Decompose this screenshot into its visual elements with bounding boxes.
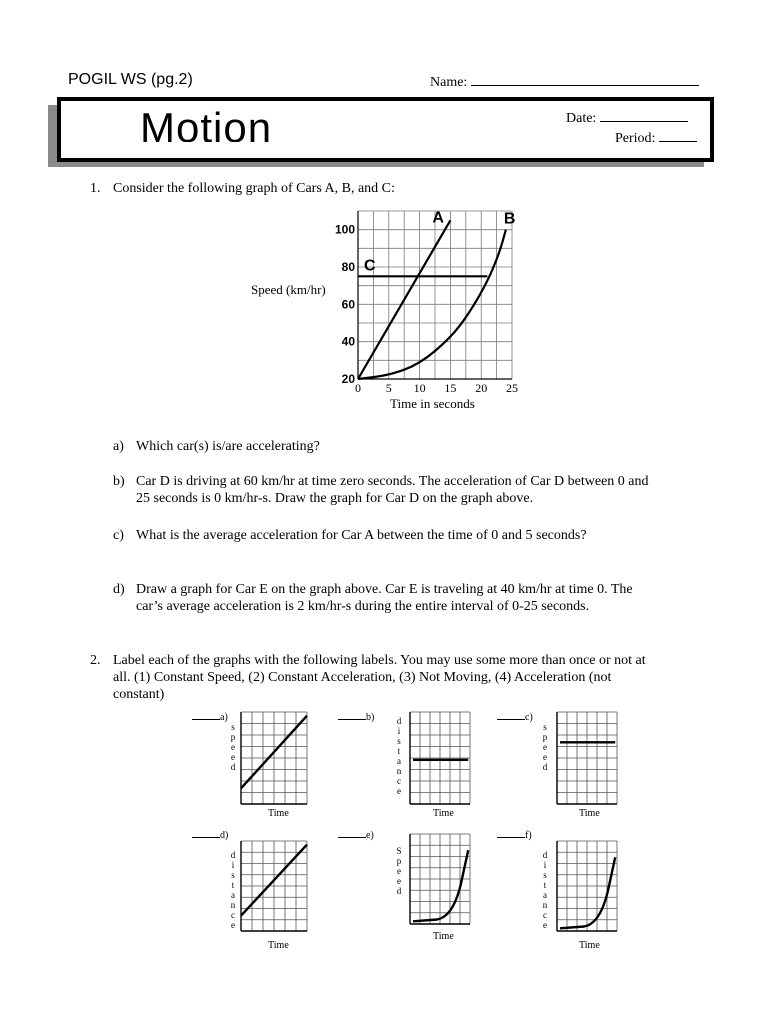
name-label: Name: <box>430 75 468 90</box>
answer-line[interactable] <box>497 710 525 720</box>
ylabel-char: e <box>543 752 547 762</box>
ylabel-char: a <box>397 756 401 766</box>
ylabel-char: e <box>231 752 235 762</box>
chart-series <box>358 209 515 379</box>
x-tick-label: 10 <box>413 381 426 395</box>
graph-xlabel: Time <box>433 931 454 942</box>
chart-grid <box>358 211 512 379</box>
ylabel-char: d <box>542 850 548 860</box>
small-graph <box>239 839 309 933</box>
small-graph <box>408 710 472 806</box>
x-tick-label: 5 <box>385 381 392 395</box>
x-tick-label: 20 <box>475 381 488 395</box>
q2-number: 2. <box>90 653 101 668</box>
q1a-text: Which car(s) is/are accelerating? <box>136 439 320 454</box>
y-tick-label: 80 <box>341 260 355 274</box>
period-blank[interactable] <box>659 129 697 142</box>
graph-letter: b) <box>366 712 375 723</box>
ylabel-char: n <box>230 900 236 910</box>
ylabel-char: c <box>543 910 547 920</box>
graph-xlabel: Time <box>579 940 600 951</box>
ylabel-char: c <box>231 910 235 920</box>
ylabel-char: p <box>396 856 402 866</box>
chart-ylabel: Speed (km/hr) <box>251 282 326 297</box>
answer-line[interactable] <box>192 828 220 838</box>
series-b-label: B <box>503 210 516 228</box>
title-clip <box>140 106 340 142</box>
page-title: Motion <box>140 106 273 142</box>
ylabel-char: p <box>542 732 548 742</box>
ylabel-char: e <box>231 742 235 752</box>
small-graph <box>239 710 309 806</box>
ylabel-char: c <box>397 776 401 786</box>
q1c-text: What is the average acceleration for Car A between the time of 0 and 5 seconds? <box>136 528 587 543</box>
ylabel-char: s <box>231 722 235 732</box>
ylabel-char: n <box>542 900 548 910</box>
q1b-text2: 25 seconds is 0 km/hr-s. Draw the graph for Car D on the graph above. <box>136 491 534 506</box>
graph-ylabel <box>394 716 404 796</box>
ylabel-char: d <box>396 716 402 726</box>
graph-xlabel: Time <box>433 808 454 819</box>
q2-line1: Label each of the graphs with the following labels. You may use some more than once or not at <box>113 653 646 668</box>
period-field[interactable] <box>615 129 697 147</box>
q1c-letter: c) <box>113 528 124 543</box>
ylabel-char: d <box>230 850 236 860</box>
graph-xlabel: Time <box>268 940 289 951</box>
ylabel-char: i <box>543 860 547 870</box>
graph-ylabel <box>540 850 550 930</box>
q1d-text: Draw a graph for Car E on the graph above. Car E is traveling at 40 km/hr at time 0. The <box>136 582 633 597</box>
answer-line[interactable] <box>338 828 366 838</box>
ylabel-char: e <box>397 866 401 876</box>
graph-ylabel <box>228 722 238 772</box>
small-graph <box>408 832 472 926</box>
q1b-text: Car D is driving at 60 km/hr at time zero seconds. The acceleration of Car D between 0 and <box>136 474 649 489</box>
q1b-letter: b) <box>113 474 125 489</box>
graph-answer-blank[interactable] <box>338 710 374 723</box>
q2-line2: all. (1) Constant Speed, (2) Constant Acceleration, (3) Not Moving, (4) Acceleration (not <box>113 670 612 685</box>
ylabel-char: e <box>397 876 401 886</box>
date-label: Date: <box>566 111 597 126</box>
date-blank[interactable] <box>600 109 688 122</box>
x-tick-label: 15 <box>444 381 457 395</box>
answer-line[interactable] <box>192 710 220 720</box>
ylabel-char: t <box>397 746 401 756</box>
graph-letter: c) <box>525 712 533 723</box>
y-tick-label: 20 <box>341 372 355 386</box>
ylabel-char: d <box>542 762 548 772</box>
ylabel-char: e <box>397 786 401 796</box>
q1-number: 1. <box>90 181 101 196</box>
ylabel-char: i <box>231 860 235 870</box>
ylabel-char: a <box>231 890 235 900</box>
ylabel-char: s <box>543 870 547 880</box>
ylabel-char: e <box>231 920 235 930</box>
graph-answer-blank[interactable] <box>192 828 228 841</box>
ylabel-char: d <box>230 762 236 772</box>
q1-text: Consider the following graph of Cars A, B, and C: <box>113 181 395 196</box>
graph-xlabel: Time <box>268 808 289 819</box>
small-graph <box>555 839 619 933</box>
graph-ylabel <box>394 846 404 896</box>
ylabel-char: e <box>543 742 547 752</box>
answer-line[interactable] <box>497 828 525 838</box>
ylabel-char: s <box>543 722 547 732</box>
y-tick-label: 60 <box>341 297 355 312</box>
small-graph <box>555 710 619 806</box>
ylabel-char: S <box>396 846 402 856</box>
name-field[interactable] <box>430 73 699 91</box>
graph-ylabel <box>540 722 550 772</box>
ylabel-char: a <box>543 890 547 900</box>
graph-xlabel: Time <box>579 808 600 819</box>
ylabel-char: d <box>396 886 402 896</box>
ylabel-char: s <box>397 736 401 746</box>
q1-chart <box>240 205 530 420</box>
graph-letter: e) <box>366 830 374 841</box>
graph-ylabel <box>228 850 238 930</box>
y-tick-label: 100 <box>334 222 355 237</box>
ylabel-char: i <box>397 726 401 736</box>
x-tick-label: 25 <box>506 381 518 395</box>
graph-answer-blank[interactable] <box>192 710 228 723</box>
graph-letter: d) <box>220 830 229 841</box>
graph-answer-blank[interactable] <box>497 828 532 841</box>
period-label: Period: <box>615 131 656 146</box>
y-tick-label: 40 <box>341 334 355 349</box>
series-a-label: A <box>432 209 444 227</box>
graph-letter: f) <box>525 830 532 841</box>
date-field[interactable] <box>566 109 688 127</box>
series-c-label: C <box>364 257 376 275</box>
q1d-letter: d) <box>113 582 125 597</box>
answer-line[interactable] <box>338 710 366 720</box>
ylabel-char: n <box>396 766 402 776</box>
ylabel-char: p <box>230 732 236 742</box>
q1d-text2: car’s average acceleration is 2 km/hr-s during the entire interval of 0-25 seconds. <box>136 599 590 614</box>
ylabel-char: t <box>543 880 547 890</box>
q2-line3: constant) <box>113 687 165 702</box>
graph-answer-blank[interactable] <box>338 828 374 841</box>
ylabel-char: e <box>543 920 547 930</box>
x-tick-label: 0 <box>355 381 361 395</box>
graph-answer-blank[interactable] <box>497 710 533 723</box>
chart-xlabel: Time in seconds <box>390 396 475 411</box>
name-blank[interactable] <box>471 73 699 86</box>
worksheet-label: POGIL WS (pg.2) <box>68 71 193 88</box>
ylabel-char: t <box>231 880 235 890</box>
q1a-letter: a) <box>113 439 124 454</box>
ylabel-char: s <box>231 870 235 880</box>
graph-letter: a) <box>220 712 228 723</box>
